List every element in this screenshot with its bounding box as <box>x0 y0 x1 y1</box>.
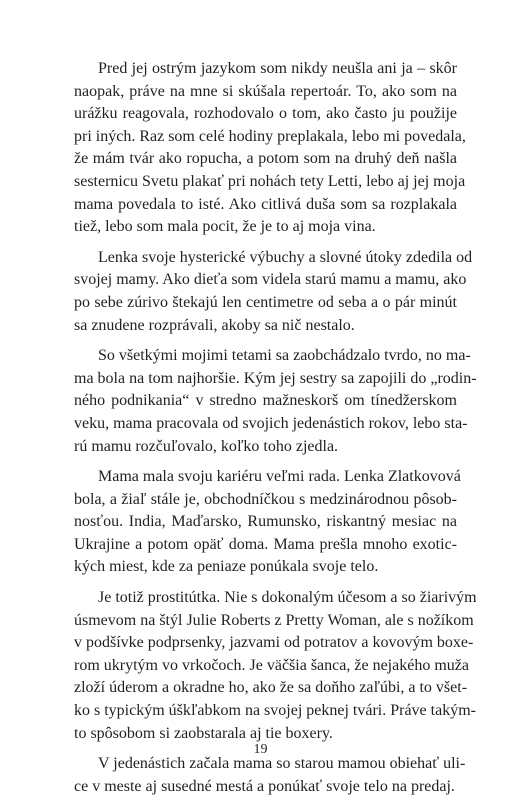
page-number: 19 <box>253 742 268 757</box>
paragraph <box>74 345 477 458</box>
text-line: naopak, práve na mne si skúšala repertoár. To, ako som na <box>74 82 457 100</box>
text-line: zloží úderom a okradne ho, ako že sa doňho zaľúbi, a to všet- <box>74 679 468 697</box>
text-line: svojej mamy. Ako dieťa som videla starú mamu a mamu, ako <box>74 271 467 289</box>
text-line: veku, mama pracovala od svojich jedenástich rokov, lebo sta- <box>74 414 468 432</box>
text-line: Pred jej ostrým jazykom som nikdy neušla ani ja – skôr <box>98 60 457 77</box>
text-line: to spôsobom si zaobstarala aj tie boxery. <box>74 724 333 742</box>
text-line: úsmevom na štýl Julie Roberts z Pretty Woman, ale s nožíkom <box>74 611 474 629</box>
text-line: urážku reagovala, rozhodovalo o tom, ako často ju použije <box>74 105 457 123</box>
text-line: po sebe zúrivo štekajú len centimetre od seba a o pár minút <box>74 293 457 311</box>
body-text <box>74 58 477 798</box>
text-line: bola, a žiaľ stále je, obchodníčkou s medzinárodnou pôsob- <box>74 490 457 508</box>
text-line: ce v meste aj susedné mestá a ponúkať svoje telo na predaj. <box>74 777 455 795</box>
text-line: ko s typickým úškľabkom na svojej peknej tvári. Práve takým- <box>74 702 476 720</box>
text-line: Mama mala svoju kariéru veľmi rada. Lenka Zlatkovová <box>98 468 461 486</box>
text-line: sesternicu Svetu plakať pri nohách tety Letti, lebo aj jej moja <box>74 172 466 190</box>
text-line: Je totiž prostitútka. Nie s dokonalým účesom a so žiarivým <box>98 589 477 607</box>
text-line: rom ukrytým vo vrkočoch. Je väčšia šanca, že nejakého muža <box>74 656 469 674</box>
text-line: v podšívke podprsenky, jazvami od potratov a kovovým boxe- <box>74 634 474 652</box>
text-line: So všetkými mojimi tetami sa zaobchádzalo tvrdo, no ma- <box>98 347 471 365</box>
text-line: rú mamu rozčuľovalo, koľko toho zjedla. <box>74 437 339 455</box>
text-line: ného podnikania“ v stredno mažneskorš om tínedžerskom <box>74 392 457 410</box>
paragraph <box>74 753 466 798</box>
text-line: že mám tvár ako ropucha, a potom som na druhý deň našla <box>74 150 457 168</box>
text-line: ma bola na tom najhoršie. Kým jej sestry sa zapojili do „rodin- <box>74 369 477 387</box>
text-line: V jedenástich začala mama so starou mamou obiehať uli- <box>98 755 466 773</box>
text-line: mama povedala to isté. Ako citlivá duša som sa rozplakala <box>74 195 457 213</box>
text-line: Ukrajine a potom opäť doma. Mama prešla mnoho exotic- <box>74 535 457 553</box>
text-line: sa znudene rozprávali, akoby sa nič nestalo. <box>74 316 355 334</box>
text-line: nosťou. India, Maďarsko, Rumunsko, riskantný mesiac na <box>74 513 457 531</box>
text-line: tiež, lebo som mala pocit, že je to aj moja vina. <box>74 218 376 236</box>
text-line: kých miest, kde za peniaze ponúkala svoje telo. <box>74 558 379 576</box>
text-line: Lenka svoje hysterické výbuchy a slovné útoky zdedila od <box>98 248 473 266</box>
paragraph <box>74 247 473 337</box>
paragraph <box>74 58 466 239</box>
text-line: pri iných. Raz som celé hodiny preplakala, lebo mi povedala, <box>74 127 466 145</box>
paragraph <box>74 587 477 745</box>
paragraph <box>74 466 461 579</box>
